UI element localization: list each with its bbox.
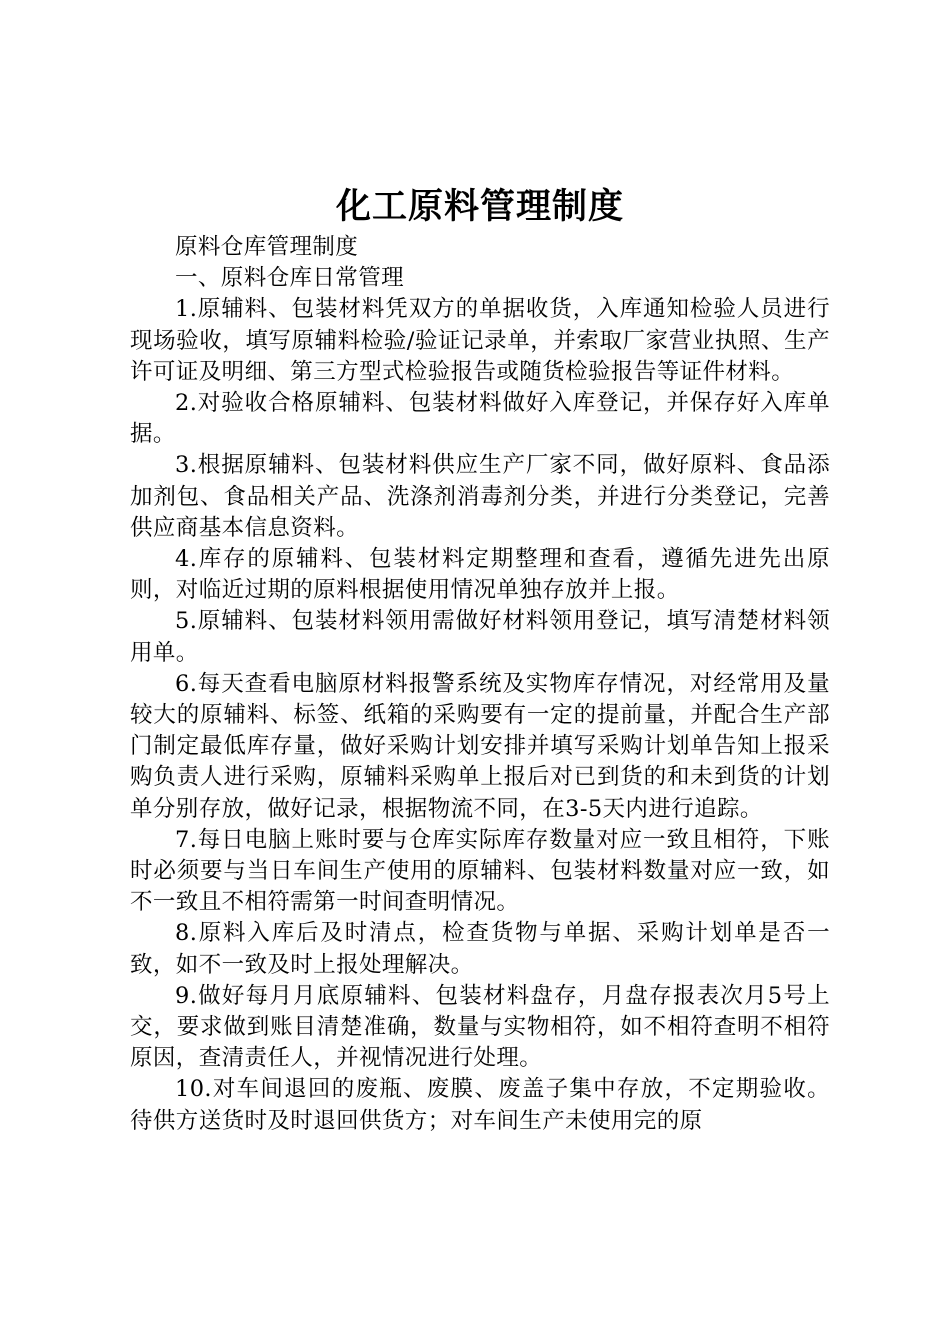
paragraph-item-4: 4.库存的原辅料、包装材料定期整理和查看，遵循先进先出原则，对临近过期的原料根据使用情况单独存放并上报。 bbox=[130, 546, 830, 604]
paragraph-item-6: 6.每天查看电脑原材料报警系统及实物库存情况，对经常用及量较大的原辅料、标签、纸箱的采购要有一定的提前量，并配合生产部门制定最低库存量，做好采购计划安排并填写采购计划单告知上报采购负责人进行采购，原辅料采购单上报后对已到货的和未到货的计划单分别存放，做好记录，根据物流不同，在3-5天内进行追踪。 bbox=[130, 670, 830, 822]
paragraph-item-9: 9.做好每月月底原辅料、包装材料盘存，月盘存报表次月5号上交，要求做到账目清楚准确，数量与实物相符，如不相符查明不相符原因，查清责任人，并视情况进行处理。 bbox=[130, 982, 830, 1072]
document-page bbox=[130, 0, 830, 1344]
document-body bbox=[130, 232, 830, 1137]
paragraph-item-10: 10.对车间退回的废瓶、废膜、废盖子集中存放，不定期验收。待供方送货时及时退回供货方；对车间生产未使用完的原 bbox=[130, 1076, 830, 1134]
document-title: 化工原料管理制度 bbox=[335, 186, 624, 227]
paragraph-item-5: 5.原辅料、包装材料领用需做好材料领用登记，填写清楚材料领用单。 bbox=[130, 608, 830, 666]
section-heading-warehouse-rules: 原料仓库管理制度 bbox=[175, 234, 359, 260]
paragraph-item-7: 7.每日电脑上账时要与仓库实际库存数量对应一致且相符，下账时必须要与当日车间生产使用的原辅料、包装材料数量对应一致，如不一致且不相符需第一时间查明情况。 bbox=[130, 826, 830, 916]
paragraph-item-1: 1.原辅料、包装材料凭双方的单据收货，入库通知检验人员进行现场验收，填写原辅料检验/验证记录单，并索取厂家营业执照、生产许可证及明细、第三方型式检验报告或随货检验报告等证件材料。 bbox=[130, 296, 830, 385]
paragraph-item-2: 2.对验收合格原辅料、包装材料做好入库登记，并保存好入库单据。 bbox=[130, 390, 830, 448]
section-heading-daily-management: 一、原料仓库日常管理 bbox=[175, 265, 405, 292]
paragraph-item-8: 8.原料入库后及时清点，检查货物与单据、采购计划单是否一致，如不一致及时上报处理解决。 bbox=[130, 920, 830, 978]
paragraph-item-3: 3.根据原辅料、包装材料供应生产厂家不同，做好原料、食品添加剂包、食品相关产品、洗涤剂消毒剂分类，并进行分类登记，完善供应商基本信息资料。 bbox=[130, 452, 830, 541]
